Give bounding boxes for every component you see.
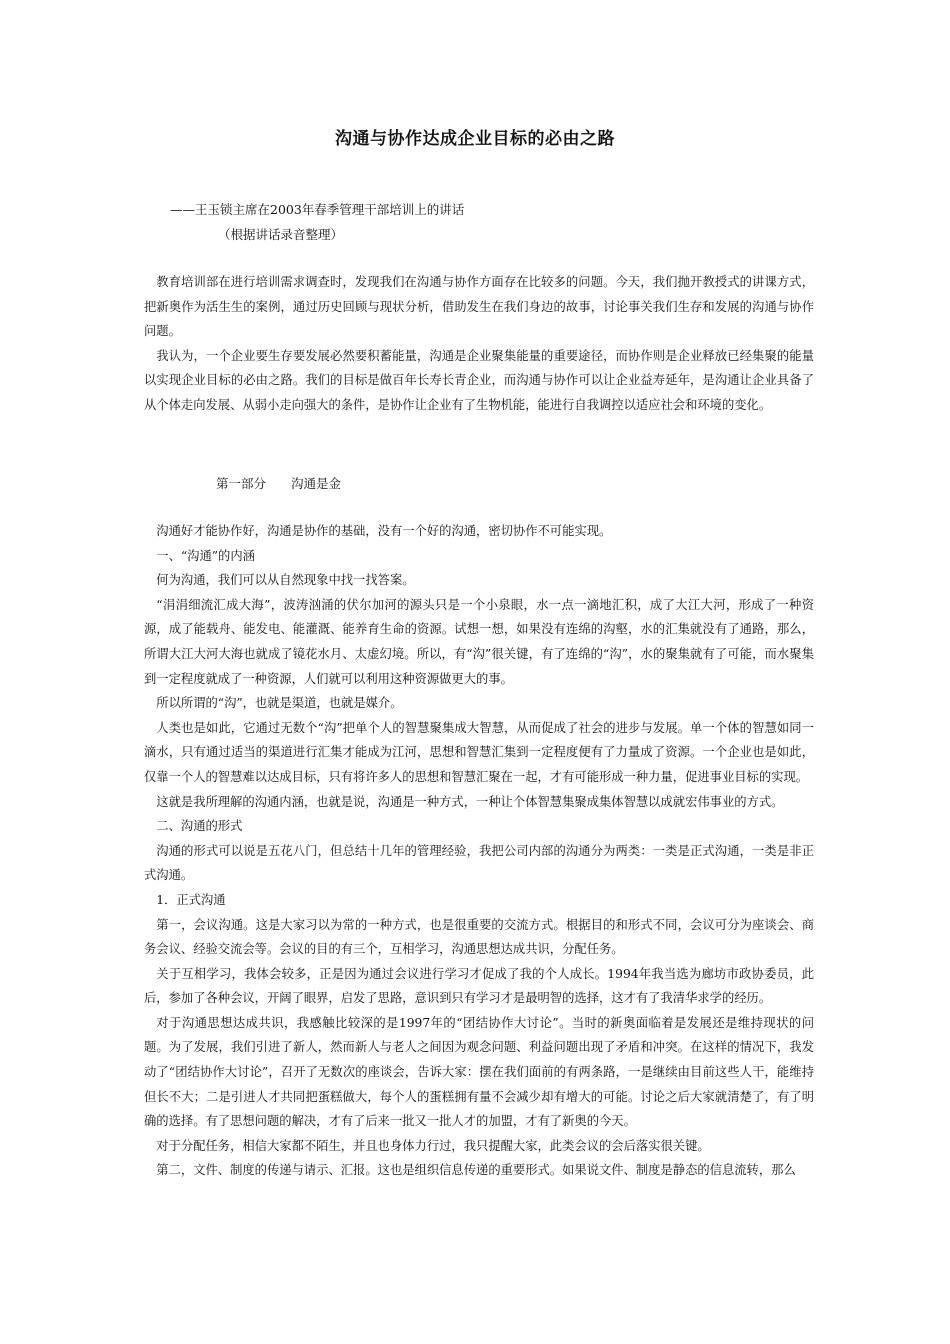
document-title: 沟通与协作达成企业目标的必由之路 [335, 129, 615, 149]
paragraph: 沟通的形式可以说是五花八门，但总结十几年的管理经验，我把公司内部的沟通分为两类：一类是正式沟通，一类是非正式沟通。 [144, 843, 814, 883]
paragraph: 第一，会议沟通。这是大家习以为常的一种方式，也是很重要的交流方式。根据目的和形式不同，会议可分为座谈会、商务会议、经验交流会等。会议的目的有三个，互相学习，沟通思想达成共识，分配任务。 [144, 917, 814, 957]
paragraph: 教育培训部在进行培训需求调查时，发现我们在沟通与协作方面存在比较多的问题。今天，我们抛开教授式的讲课方式，把新奥作为活生生的案例，通过历史回顾与现状分析，借助发生在我们身边的故事，讨论事关我们生存和发展的沟通与协作问题。 [144, 275, 814, 339]
paragraph: 关于互相学习，我体会较多，正是因为通过会议进行学习才促成了我的个人成长。1994年我当选为廊坊市政协委员，此后，参加了各种会议，开阔了眼界，启发了思路，意识到只有学习才是最明智的选择，这才有了我清华求学的经历。 [144, 966, 814, 1006]
subheading: 一、“沟通”的内涵 [156, 548, 255, 563]
section-heading: 第一部分 沟通是金 [216, 476, 342, 491]
paragraph: 人类也是如此，它通过无数个“沟”把单个人的智慧聚集成大智慧，从而促成了社会的进步与发展。单一个体的智慧如同一滴水，只有通过适当的渠道进行汇集才能成为江河，思想和智慧汇集到一定程度便有了力量成了资源。一个企业也是如此，仅靠一个人的智慧难以达成目标，只有将许多人的思想和智慧汇聚在一起，才有可能形成一种力量，促进事业目标的实现。 [144, 720, 814, 784]
paragraph: 沟通好才能协作好，沟通是协作的基础，没有一个好的沟通，密切协作不可能实现。 [156, 524, 612, 538]
paragraph: 所以所谓的“沟”，也就是渠道，也就是媒介。 [156, 696, 403, 711]
body-section [144, 519, 814, 1183]
paragraph: “涓涓细流汇成大海”，波涛汹涌的伏尔加河的源头只是一个小泉眼，水一点一滴地汇积，成了大江大河，形成了一种资源，成了能载舟、能发电、能灌溉、能养育生命的资源。试想一想，如果没有连绵的沟壑，水的汇集就没有了通路，那么，所谓大江大河大海也就成了镜花水月、太虚幻境。所以，有“沟”很关键，有了连绵的“沟”，水的聚集就有了可能，而水聚集到一定程度就成了一种资源，人们就可以利用这种资源做更大的事。 [144, 597, 814, 686]
subheading: 1．正式沟通 [156, 892, 226, 907]
subheading: 二、沟通的形式 [156, 819, 243, 834]
document-subtitle: ——王玉锁主席在2003年春季管理干部培训上的讲话 [170, 202, 465, 217]
paragraph: 第二，文件、制度的传递与请示、汇报。这也是组织信息传递的重要形式。如果说文件、制度是静态的信息流转，那么 [156, 1163, 796, 1178]
document-note: （根据讲话录音整理） [218, 227, 344, 242]
paragraph: 对于沟通思想达成共识，我感触比较深的是1997年的“团结协作大讨论”。当时的新奥面临着是发展还是维持现状的问题。为了发展，我们引进了新人，然而新人与老人之间因为观念问题、利益问题出现了矛盾和冲突。在这样的情况下，我发动了“团结协作大讨论”，召开了无数次的座谈会，告诉大家：摆在我们面前的有两条路，一是继续由目前这些人干，能维持但长不大；二是引进人才共同把蛋糕做大，每个人的蛋糕拥有量不会减少却有增大的可能。讨论之后大家就清楚了，有了明确的选择。有了思想问题的解决，才有了后来一批又一批人才的加盟，才有了新奥的今天。 [144, 1015, 814, 1129]
paragraph: 这就是我所理解的沟通内涵，也就是说，沟通是一种方式，一种让个体智慧集聚成集体智慧以成就宏伟事业的方式。 [156, 794, 784, 809]
paragraph: 何为沟通，我们可以从自然现象中找一找答案。 [156, 573, 415, 588]
intro-section [144, 270, 814, 418]
paragraph: 我认为，一个企业要生存要发展必然要积蓄能量，沟通是企业聚集能量的重要途径，而协作则是企业释放已经集聚的能量以实现企业目标的必由之路。我们的目标是做百年长寿长青企业，而沟通与协作可以让企业益寿延年，是沟通让企业具备了从个体走向发展、从弱小走向强大的条件，是协作让企业有了生物机能，能进行自我调控以适应社会和环境的变化。 [144, 348, 814, 412]
paragraph: 对于分配任务，相信大家都不陌生，并且也身体力行过，我只提醒大家，此类会议的会后落实很关键。 [156, 1138, 710, 1153]
